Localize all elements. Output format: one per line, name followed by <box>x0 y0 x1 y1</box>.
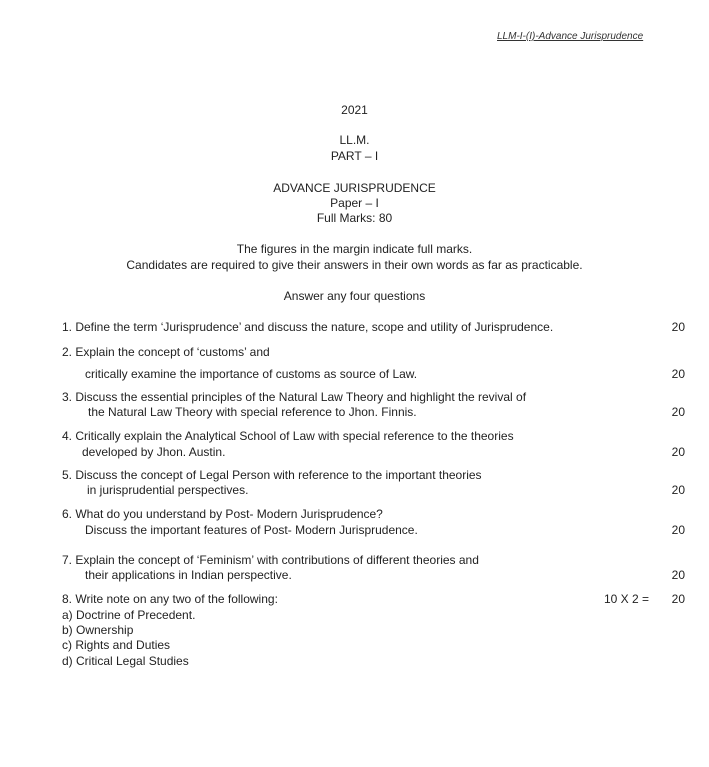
question-8-line: 8. Write note on any two of the following: <box>62 592 278 606</box>
instruction-line: The figures in the margin indicate full marks. <box>236 242 473 256</box>
exam-year: 2021 <box>341 103 368 117</box>
paper-number: Paper – I <box>330 196 379 210</box>
question-5-line: in jurisprudential perspectives. <box>87 483 249 497</box>
answer-instruction: Answer any four questions <box>283 289 426 303</box>
paper-reference-header: LLM-I-(I)-Advance Jurisprudence <box>497 31 644 42</box>
question-7-line: their applications in Indian perspective. <box>85 568 292 582</box>
question-8-option: d) Critical Legal Studies <box>62 654 189 668</box>
question-7-line: 7. Explain the concept of ‘Feminism’ with contributions of different theories and <box>62 553 479 567</box>
question-8-marks-formula: 10 X 2 = <box>604 592 650 606</box>
question-4-line: developed by Jhon. Austin. <box>82 445 226 459</box>
question-2-line: critically examine the importance of customs as source of Law. <box>85 367 418 381</box>
question-2-line: 2. Explain the concept of ‘customs’ and <box>62 345 270 359</box>
question-8-option: a) Doctrine of Precedent. <box>62 608 196 622</box>
question-4-line: 4. Critically explain the Analytical School of Law with special reference to the theories <box>62 429 514 443</box>
question-2-marks: 20 <box>671 367 685 381</box>
instruction-line: Candidates are required to give their answers in their own words as far as practicable. <box>126 258 583 272</box>
question-5-line: 5. Discuss the concept of Legal Person with reference to the important theories <box>62 468 482 482</box>
subject-title: ADVANCE JURISPRUDENCE <box>273 181 436 195</box>
question-8-option: b) Ownership <box>62 623 134 637</box>
question-6-line: 6. What do you understand by Post- Modern Jurisprudence? <box>62 507 383 521</box>
question-5-marks: 20 <box>671 483 685 497</box>
question-6-marks: 20 <box>671 523 685 537</box>
question-6-line: Discuss the important features of Post- Modern Jurisprudence. <box>85 523 418 537</box>
question-3-marks: 20 <box>671 405 685 419</box>
question-8-option: c) Rights and Duties <box>62 638 171 652</box>
part: PART – I <box>330 149 379 163</box>
full-marks: Full Marks: 80 <box>316 211 393 225</box>
question-1-marks: 20 <box>671 320 685 334</box>
question-4-marks: 20 <box>671 445 685 459</box>
question-7-marks: 20 <box>671 568 685 582</box>
question-8-marks: 20 <box>671 592 685 606</box>
question-3-line: 3. Discuss the essential principles of the Natural Law Theory and highlight the revival of <box>62 390 527 404</box>
degree: LL.M. <box>339 133 370 147</box>
question-3-line: the Natural Law Theory with special reference to Jhon. Finnis. <box>88 405 417 419</box>
question-1-line: 1. Define the term ‘Jurisprudence’ and discuss the nature, scope and utility of Jurisprudence. <box>62 320 554 334</box>
